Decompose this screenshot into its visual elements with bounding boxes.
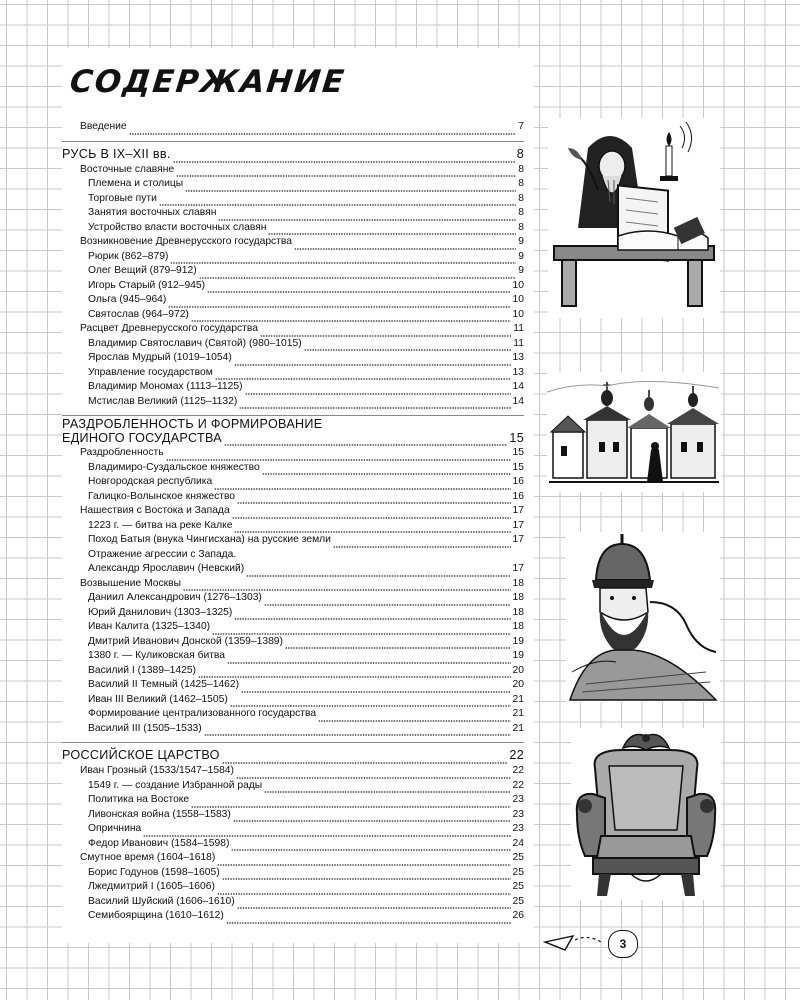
item-title: Александр Ярославич (Невский): [88, 563, 245, 574]
item-title: 1380 г. — Куликовская битва: [88, 650, 226, 661]
item-page: 21: [512, 722, 524, 734]
item-page: 9: [518, 265, 524, 276]
toc-entry-page: 7: [518, 121, 524, 132]
item-title: Олег Вещий (879–912): [88, 265, 197, 276]
item-title: Дмитрий Иванович Донской (1359–1389): [88, 635, 283, 647]
group-page: 22: [512, 765, 524, 776]
group-title: Восточные славяне: [80, 163, 175, 175]
toc-item[interactable]: [62, 678, 524, 693]
toc-item[interactable]: [62, 808, 524, 823]
item-title: Семибоярщина (1610–1612): [88, 910, 224, 921]
toc-section-fragmentation-line1[interactable]: РАЗДРОБЛЕННОСТЬ И ФОРМИРОВАНИЕ: [62, 417, 323, 431]
item-page: 8: [518, 192, 524, 204]
group-page: 25: [512, 852, 524, 863]
toc-item[interactable]: [62, 475, 524, 490]
toc-item[interactable]: [62, 722, 524, 737]
item-title: Василий Шуйский (1606–1610): [88, 895, 235, 907]
item-page: 17: [512, 563, 524, 574]
toc-item[interactable]: [62, 562, 524, 577]
item-page: 10: [512, 279, 524, 291]
item-page: 21: [512, 708, 524, 719]
section-page: 15: [509, 431, 524, 445]
toc-item[interactable]: [62, 366, 524, 381]
item-title: Торговые пути: [88, 192, 157, 204]
item-page: 13: [512, 366, 524, 378]
toc-item[interactable]: [62, 351, 524, 366]
item-page: 15: [512, 461, 524, 473]
item-page: 25: [512, 895, 524, 907]
group-page: 9: [518, 236, 524, 247]
toc-section-fragmentation[interactable]: [62, 431, 524, 446]
toc-item[interactable]: [62, 606, 524, 621]
group-page: 18: [512, 577, 524, 589]
item-page: 16: [512, 490, 524, 502]
toc-item[interactable]: [62, 895, 524, 910]
toc-item[interactable]: [62, 779, 524, 794]
toc-group[interactable]: [62, 577, 524, 592]
item-page: 17: [512, 534, 524, 545]
group-title: Нашествия с Востока и Запада: [80, 505, 230, 516]
group-page: 8: [518, 163, 524, 175]
section-title: РОССИЙСКОЕ ЦАРСТВО: [62, 748, 220, 762]
item-page: 23: [512, 808, 524, 820]
toc-group[interactable]: [62, 764, 524, 779]
paper-plane-icon: [543, 932, 607, 954]
item-page: 21: [512, 693, 524, 705]
item-page: 18: [512, 592, 524, 603]
section-divider: [62, 742, 524, 743]
toc-item[interactable]: [62, 461, 524, 476]
item-page: 14: [512, 395, 524, 407]
item-page: 18: [512, 606, 524, 618]
section-page: 22: [509, 748, 524, 762]
toc-entry-title: Введение: [80, 121, 127, 132]
group-title: Иван Грозный (1533/1547–1584): [80, 765, 234, 776]
toc-item[interactable]: [62, 822, 524, 837]
toc-group[interactable]: [62, 235, 524, 250]
item-page: 23: [512, 823, 524, 834]
item-title: Борис Годунов (1598–1605): [88, 866, 220, 878]
toc-group[interactable]: [62, 504, 524, 519]
section-title: РУСЬ В IX–XII вв.: [62, 146, 171, 161]
item-title: Ливонская война (1558–1583): [88, 808, 231, 820]
item-page: 16: [512, 476, 524, 487]
group-title: Расцвет Древнерусского государства: [80, 323, 258, 334]
item-title: Управление государством: [88, 366, 213, 378]
section-page: 8: [516, 146, 524, 161]
item-title: Устройство власти восточных славян: [88, 221, 267, 233]
toc-group[interactable]: [62, 851, 524, 866]
toc-item[interactable]: [62, 880, 524, 895]
item-page: 13: [512, 352, 524, 363]
group-title: Смутное время (1604–1618): [80, 852, 216, 863]
throne-illustration: [571, 728, 721, 900]
toc-item[interactable]: [62, 664, 524, 679]
group-page: 15: [512, 447, 524, 458]
toc-entry-intro[interactable]: [62, 120, 524, 135]
item-page: 26: [512, 910, 524, 921]
group-title: Возвышение Москвы: [80, 577, 182, 589]
item-page: 20: [512, 664, 524, 676]
item-title: Игорь Старый (912–945): [88, 279, 206, 291]
page-title: СОДЕРЖАНИЕ: [68, 64, 348, 100]
item-title: 1549 г. — создание Избранной рады: [88, 779, 263, 791]
item-page: 17: [512, 519, 524, 531]
toc-group[interactable]: [62, 446, 524, 461]
item-title: Племена и столицы: [88, 178, 184, 189]
item-title: Даниил Александрович (1276–1303): [88, 592, 262, 603]
item-title: Рюрик (862–879): [88, 250, 169, 262]
warrior-helmet-illustration: [566, 532, 720, 702]
item-title: Ярослав Мудрый (1019–1054): [88, 352, 232, 363]
kremlin-city-illustration: [547, 372, 721, 492]
toc-item[interactable]: [62, 221, 524, 236]
toc-item[interactable]: [62, 837, 524, 852]
group-title: Раздробленность: [80, 447, 164, 458]
item-title: 1223 г. — битва на реке Калке: [88, 519, 233, 531]
item-page: 19: [512, 635, 524, 647]
item-title: Василий II Темный (1425–1462): [88, 679, 240, 690]
monk-scribe-illustration: [548, 118, 720, 318]
item-page: 8: [518, 178, 524, 189]
toc-section-rus[interactable]: [62, 146, 524, 163]
toc-item[interactable]: [62, 250, 524, 265]
section-title: ЕДИНОГО ГОСУДАРСТВА: [62, 431, 222, 445]
item-title: Юрий Данилович (1303–1325): [88, 606, 233, 618]
item-title: Иван Калита (1325–1340): [88, 621, 211, 632]
toc-item-line1[interactable]: Отражение агрессии с Запада.: [88, 548, 237, 560]
item-page: 8: [518, 221, 524, 233]
item-title: Лжедмитрий I (1605–1606): [88, 881, 215, 892]
item-title: Занятия восточных славян: [88, 207, 217, 218]
item-title: Иван III Великий (1462–1505): [88, 693, 228, 705]
group-title: Возникновение Древнерусского государства: [80, 236, 292, 247]
toc-item[interactable]: [62, 206, 524, 221]
item-page: 14: [512, 381, 524, 392]
table-of-contents: [62, 120, 524, 924]
toc-item[interactable]: [62, 649, 524, 664]
toc-section-tsardom[interactable]: [62, 747, 524, 764]
item-page: 19: [512, 650, 524, 661]
item-page: 8: [518, 207, 524, 218]
item-title: Галицко-Волынское княжество: [88, 490, 236, 502]
toc-item[interactable]: [62, 192, 524, 207]
item-page: 25: [512, 881, 524, 892]
toc-item[interactable]: [62, 866, 524, 881]
item-title: Политика на Востоке: [88, 794, 190, 805]
toc-item[interactable]: [62, 264, 524, 279]
item-title: Святослав (964–972): [88, 308, 189, 320]
toc-item[interactable]: [62, 909, 524, 924]
toc-item[interactable]: [62, 308, 524, 323]
item-title: Василий III (1505–1533): [88, 722, 202, 734]
item-page: 18: [512, 621, 524, 632]
toc-item[interactable]: [62, 793, 524, 808]
group-page: 17: [512, 505, 524, 516]
group-page: 11: [513, 323, 524, 334]
item-title: Опричнина: [88, 823, 142, 834]
section-divider: [62, 141, 524, 142]
toc-item[interactable]: [62, 490, 524, 505]
toc-item[interactable]: [62, 279, 524, 294]
toc-item[interactable]: [62, 380, 524, 395]
toc-item[interactable]: [62, 591, 524, 606]
toc-item[interactable]: [62, 177, 524, 192]
item-page: 23: [512, 794, 524, 805]
toc-item[interactable]: [62, 707, 524, 722]
item-title: Владимиро-Суздальское княжество: [88, 461, 260, 473]
item-title: Василий I (1389–1425): [88, 664, 196, 676]
item-page: 20: [512, 679, 524, 690]
item-page: 10: [512, 308, 524, 320]
toc-item[interactable]: [62, 293, 524, 308]
item-title: Владимир Святославич (Святой) (980–1015): [88, 337, 302, 349]
item-page: 10: [512, 294, 524, 305]
page-number: 3: [608, 930, 638, 958]
toc-item[interactable]: [62, 693, 524, 708]
item-title: Новгородская республика: [88, 476, 213, 487]
item-title: Формирование централизованного государства: [88, 708, 317, 719]
item-page: 25: [512, 866, 524, 878]
item-title: Ольга (945–964): [88, 294, 167, 305]
item-page: 24: [512, 837, 524, 849]
toc-item[interactable]: [62, 533, 524, 548]
toc-group[interactable]: [62, 163, 524, 178]
item-page: 9: [518, 250, 524, 262]
item-page: 22: [512, 779, 524, 791]
toc-item[interactable]: [62, 635, 524, 650]
item-page: 11: [513, 337, 524, 349]
toc-item[interactable]: [62, 337, 524, 352]
toc-item[interactable]: [62, 519, 524, 534]
toc-group[interactable]: [62, 322, 524, 337]
item-title: Поход Батыя (внука Чингисхана) на русские земли: [88, 534, 331, 545]
item-title: Владимир Мономах (1113–1125): [88, 381, 243, 392]
toc-item[interactable]: [62, 620, 524, 635]
item-title: Федор Иванович (1584–1598): [88, 837, 230, 849]
item-title: Мстислав Великий (1125–1132): [88, 395, 238, 407]
toc-item[interactable]: [62, 395, 524, 410]
section-divider: [62, 415, 524, 416]
